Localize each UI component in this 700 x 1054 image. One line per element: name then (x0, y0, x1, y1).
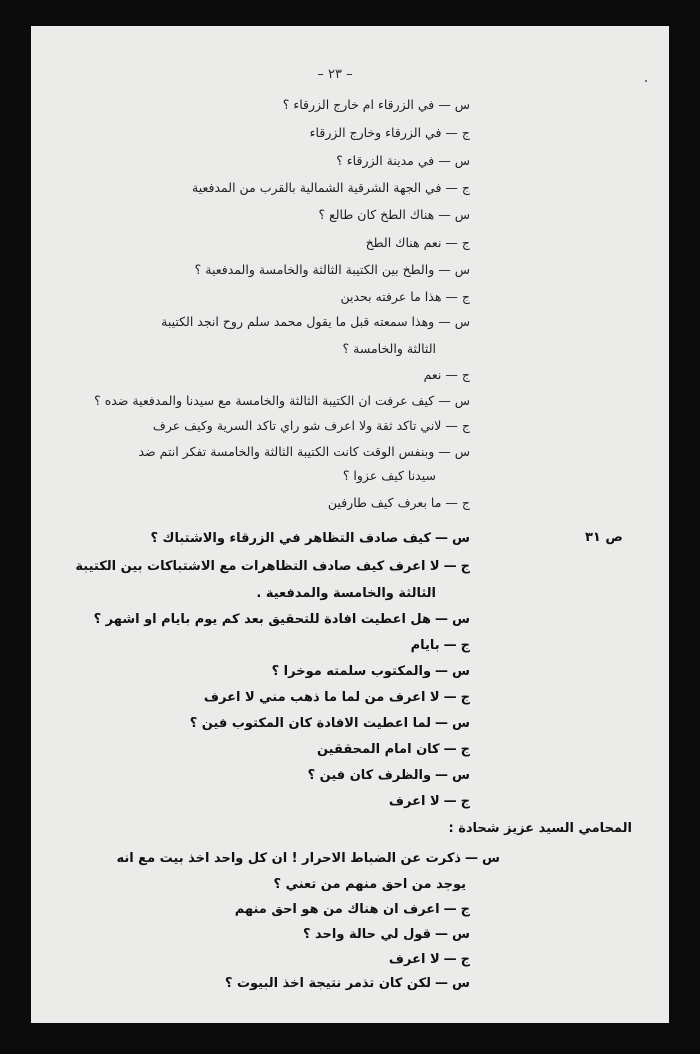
separator-dash: — (443, 742, 457, 757)
speaker-marker: س (482, 851, 500, 866)
line-text: لا اعرف كيف صادف التظاهرات مع الاشتباكات بين الكتيبة (75, 559, 440, 574)
separator-dash: — (443, 559, 457, 574)
speaker-marker: س (452, 927, 470, 942)
continuation-line (448, 820, 632, 838)
line-text: وهذا سمعته قبل ما يقول محمد سلم روح انجد الكتيبة (161, 314, 435, 329)
speaker-marker: ج (460, 902, 470, 917)
speaker-marker: س (452, 768, 470, 783)
line-text: قول لي حالة واحد ؟ (302, 927, 432, 942)
speaker-marker: س (452, 976, 470, 991)
answer-line (317, 741, 470, 759)
question-line (308, 767, 470, 785)
answer-line (328, 494, 470, 512)
separator-dash: — (435, 768, 449, 783)
line-text: في مدينة الزرقاء ؟ (336, 153, 435, 168)
line-text: سيدنا كيف عزوا ؟ (342, 468, 436, 483)
continuation-line (256, 585, 436, 603)
answer-line (389, 951, 470, 969)
separator-dash: — (438, 393, 451, 408)
question-line (272, 663, 470, 681)
line-text: لاني تاكد ثقة ولا اعرف شو راي تاكد السرية وكيف عرف (152, 418, 442, 433)
line-text: والظرف كان فين ؟ (307, 768, 432, 783)
line-text: وبنفس الوقت كانت الكتيبة الثالثة والخامسة تفكر انتم ضد (138, 444, 435, 459)
separator-dash: — (445, 418, 458, 433)
speaker-marker: س (454, 97, 470, 112)
question-line (150, 530, 470, 548)
line-text: في الجهة الشرقية الشمالية بالقرب من المدفعية (192, 180, 442, 195)
answer-line (366, 234, 470, 252)
line-text: هل اعطيت افادة للتحقيق بعد كم يوم بايام او اشهر ؟ (93, 612, 432, 627)
speaker-marker: ج (460, 559, 470, 574)
speaker-marker: س (452, 716, 470, 731)
question-line (283, 96, 470, 114)
separator-dash: — (445, 125, 458, 140)
question-line (318, 206, 470, 224)
line-text: والمكتوب سلمته موخرا ؟ (271, 664, 432, 679)
document-page (31, 26, 669, 1023)
answer-line (310, 124, 470, 142)
line-text: بايام (410, 638, 440, 653)
line-text: هذا ما عرفته بحدين (340, 289, 442, 304)
line-text: يوجد من احق منهم من تعني ؟ (273, 877, 466, 892)
speaker-marker: س (452, 664, 470, 679)
question-line (336, 152, 470, 170)
question-line (195, 261, 470, 279)
margin-page-reference: ص ٣١ (585, 530, 623, 545)
separator-dash: — (445, 180, 458, 195)
separator-dash: — (445, 495, 458, 510)
separator-dash: — (443, 794, 457, 809)
answer-line (192, 179, 470, 197)
speaker-marker: ج (460, 952, 470, 967)
question-line (190, 715, 470, 733)
separator-dash: — (435, 612, 449, 627)
separator-dash: — (443, 902, 457, 917)
speaker-marker: س (454, 444, 470, 459)
speaker-marker: س (454, 153, 470, 168)
page-number: – ٢٣ – (317, 67, 353, 82)
line-text: لا اعرف (388, 794, 440, 809)
speaker-marker: ج (461, 367, 470, 382)
answer-line (153, 417, 470, 435)
answer-line (411, 637, 470, 655)
separator-dash: — (438, 97, 451, 112)
line-text: لا اعرف (388, 952, 440, 967)
separator-dash: — (445, 235, 458, 250)
separator-dash: — (435, 716, 449, 731)
question-line (94, 611, 470, 629)
line-text: هناك الطخ كان طالع ؟ (318, 207, 435, 222)
separator-dash: — (438, 314, 451, 329)
continuation-line (274, 876, 466, 894)
line-text: ما بعرف كيف طارفين (327, 495, 442, 510)
speaker-marker: ج (460, 742, 470, 757)
speaker-marker: ج (461, 289, 470, 304)
answer-line (340, 288, 470, 306)
speaker-marker: س (452, 531, 470, 546)
speaker-marker: س (454, 207, 470, 222)
line-text: كان امام المحققين (316, 742, 440, 757)
separator-dash: — (465, 851, 479, 866)
line-text: المحامي السيد عزيز شحادة : (448, 821, 632, 836)
speaker-marker: ج (461, 180, 470, 195)
speaker-marker: ج (460, 794, 470, 809)
speaker-marker: ج (460, 638, 470, 653)
answer-line (75, 558, 470, 576)
line-text: نعم (423, 367, 442, 382)
line-text: في الزرقاء ام خارج الزرقاء ؟ (282, 97, 435, 112)
question-line (303, 926, 470, 944)
question-line (94, 392, 470, 410)
line-text: في الزرقاء وخارج الزرقاء (309, 125, 442, 140)
separator-dash: — (445, 367, 458, 382)
answer-line (424, 366, 470, 384)
line-text: الثالثة والخامسة والمدفعية . (256, 586, 436, 601)
speaker-marker: ج (460, 690, 470, 705)
answer-line (389, 793, 470, 811)
answer-line (235, 901, 470, 919)
speaker-marker: ج (461, 235, 470, 250)
question-line (138, 443, 470, 461)
speaker-marker: ج (461, 125, 470, 140)
separator-dash: — (445, 289, 458, 304)
speaker-marker: س (454, 314, 470, 329)
scan-speck (645, 80, 647, 82)
question-line (225, 975, 470, 993)
line-text: لكن كان تذمر نتيجة اخذ البيوت ؟ (224, 976, 432, 991)
line-text: ذكرت عن الضباط الاحرار ! ان كل واحد اخذ بيت مع انه (116, 851, 462, 866)
separator-dash: — (438, 262, 451, 277)
speaker-marker: س (454, 262, 470, 277)
separator-dash: — (435, 664, 449, 679)
line-text: اعرف ان هناك من هو احق منهم (234, 902, 440, 917)
speaker-marker: ج (461, 495, 470, 510)
separator-dash: — (435, 927, 449, 942)
separator-dash: — (443, 638, 457, 653)
line-text: كيف عرفت ان الكتيبة الثالثة والخامسة مع سيدنا والمدفعية ضده ؟ (94, 393, 435, 408)
line-text: لما اعطيت الافادة كان المكتوب فين ؟ (189, 716, 432, 731)
separator-dash: — (438, 153, 451, 168)
separator-dash: — (438, 207, 451, 222)
line-text: كيف صادف التظاهر في الزرقاء والاشتباك ؟ (150, 531, 432, 546)
continuation-line (343, 340, 436, 358)
answer-line (204, 689, 470, 707)
speaker-marker: ج (461, 418, 470, 433)
separator-dash: — (438, 444, 451, 459)
separator-dash: — (435, 531, 449, 546)
separator-dash: — (443, 690, 457, 705)
continuation-line (343, 467, 436, 485)
question-line (161, 313, 470, 331)
speaker-marker: س (454, 393, 470, 408)
question-line (116, 850, 500, 868)
line-text: لا اعرف من لما ما ذهب مني لا اعرف (203, 690, 440, 705)
line-text: والطخ بين الكتيبة الثالثة والخامسة والمدفعية ؟ (194, 262, 435, 277)
speaker-marker: س (452, 612, 470, 627)
line-text: الثالثة والخامسة ؟ (342, 341, 436, 356)
line-text: نعم هناك الطخ (365, 235, 442, 250)
separator-dash: — (443, 952, 457, 967)
separator-dash: — (435, 976, 449, 991)
